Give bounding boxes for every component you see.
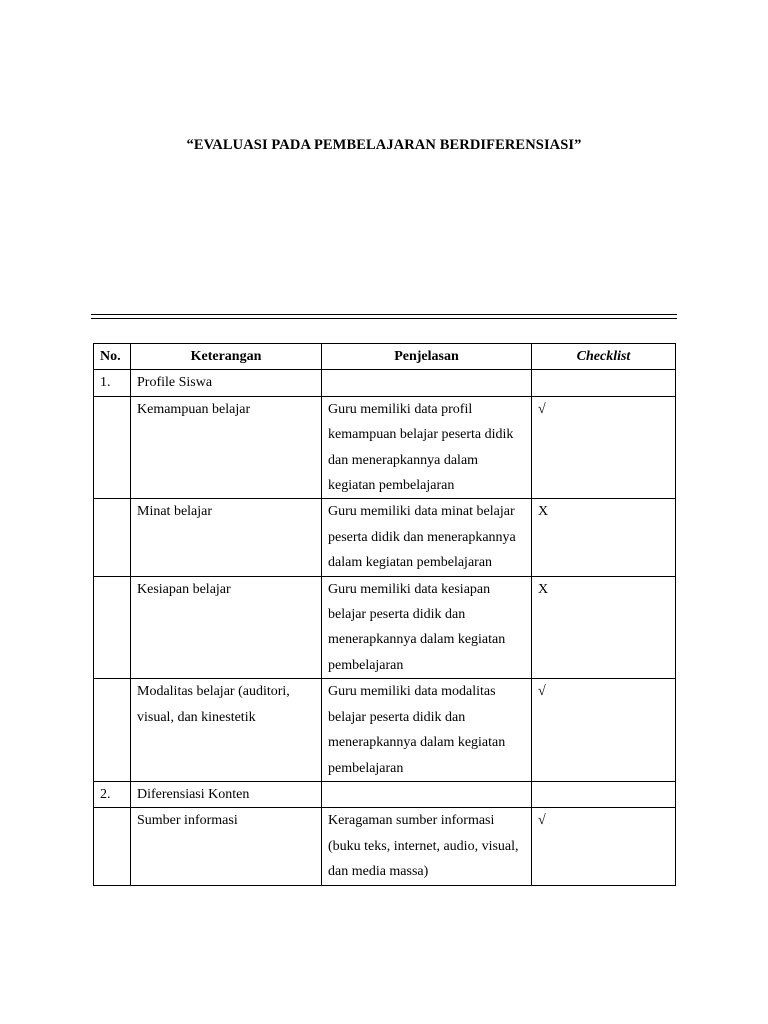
double-rule-divider <box>91 314 677 319</box>
section-number: 2. <box>94 781 131 807</box>
document-title: “EVALUASI PADA PEMBELAJARAN BERDIFERENSIASI” <box>186 137 582 153</box>
header-checklist: Checklist <box>532 344 676 370</box>
section-number: 1. <box>94 370 131 396</box>
empty-no-cell <box>94 576 131 679</box>
empty-no-cell <box>94 499 131 576</box>
keterangan-cell: Minat belajar <box>131 499 322 576</box>
penjelasan-cell: Guru memiliki data modalitas belajar peserta didik dan menerapkannya dalam kegiatan pembelajaran <box>322 679 532 782</box>
section-row <box>94 370 676 396</box>
penjelasan-cell: Guru memiliki data minat belajar peserta didik dan menerapkannya dalam kegiatan pembelajaran <box>322 499 532 576</box>
empty-cell <box>532 781 676 807</box>
penjelasan-cell: Guru memiliki data kesiapan belajar peserta didik dan menerapkannya dalam kegiatan pembelajaran <box>322 576 532 679</box>
table-row <box>94 576 676 679</box>
keterangan-cell: Modalitas belajar (auditori, visual, dan kinestetik <box>131 679 322 782</box>
empty-cell <box>322 781 532 807</box>
keterangan-cell: Sumber informasi <box>131 808 322 885</box>
empty-cell <box>532 370 676 396</box>
keterangan-cell: Kemampuan belajar <box>131 396 322 499</box>
empty-no-cell <box>94 808 131 885</box>
checklist-mark: X <box>532 576 676 679</box>
header-penjelasan: Penjelasan <box>322 344 532 370</box>
section-title: Profile Siswa <box>131 370 322 396</box>
checklist-mark: √ <box>532 808 676 885</box>
empty-no-cell <box>94 679 131 782</box>
keterangan-cell: Kesiapan belajar <box>131 576 322 679</box>
section-title: Diferensiasi Konten <box>131 781 322 807</box>
table-row <box>94 396 676 499</box>
empty-no-cell <box>94 396 131 499</box>
checklist-mark: √ <box>532 396 676 499</box>
table-row <box>94 679 676 782</box>
header-no: No. <box>94 344 131 370</box>
empty-cell <box>322 370 532 396</box>
penjelasan-cell: Guru memiliki data profil kemampuan belajar peserta didik dan menerapkannya dalam kegiatan pembelajaran <box>322 396 532 499</box>
table-row <box>94 499 676 576</box>
section-row <box>94 781 676 807</box>
evaluation-table <box>93 343 676 886</box>
checklist-mark: √ <box>532 679 676 782</box>
table-row <box>94 808 676 885</box>
checklist-mark: X <box>532 499 676 576</box>
penjelasan-cell: Keragaman sumber informasi (buku teks, internet, audio, visual, dan media massa) <box>322 808 532 885</box>
table-header-row <box>94 344 676 370</box>
header-keterangan: Keterangan <box>131 344 322 370</box>
